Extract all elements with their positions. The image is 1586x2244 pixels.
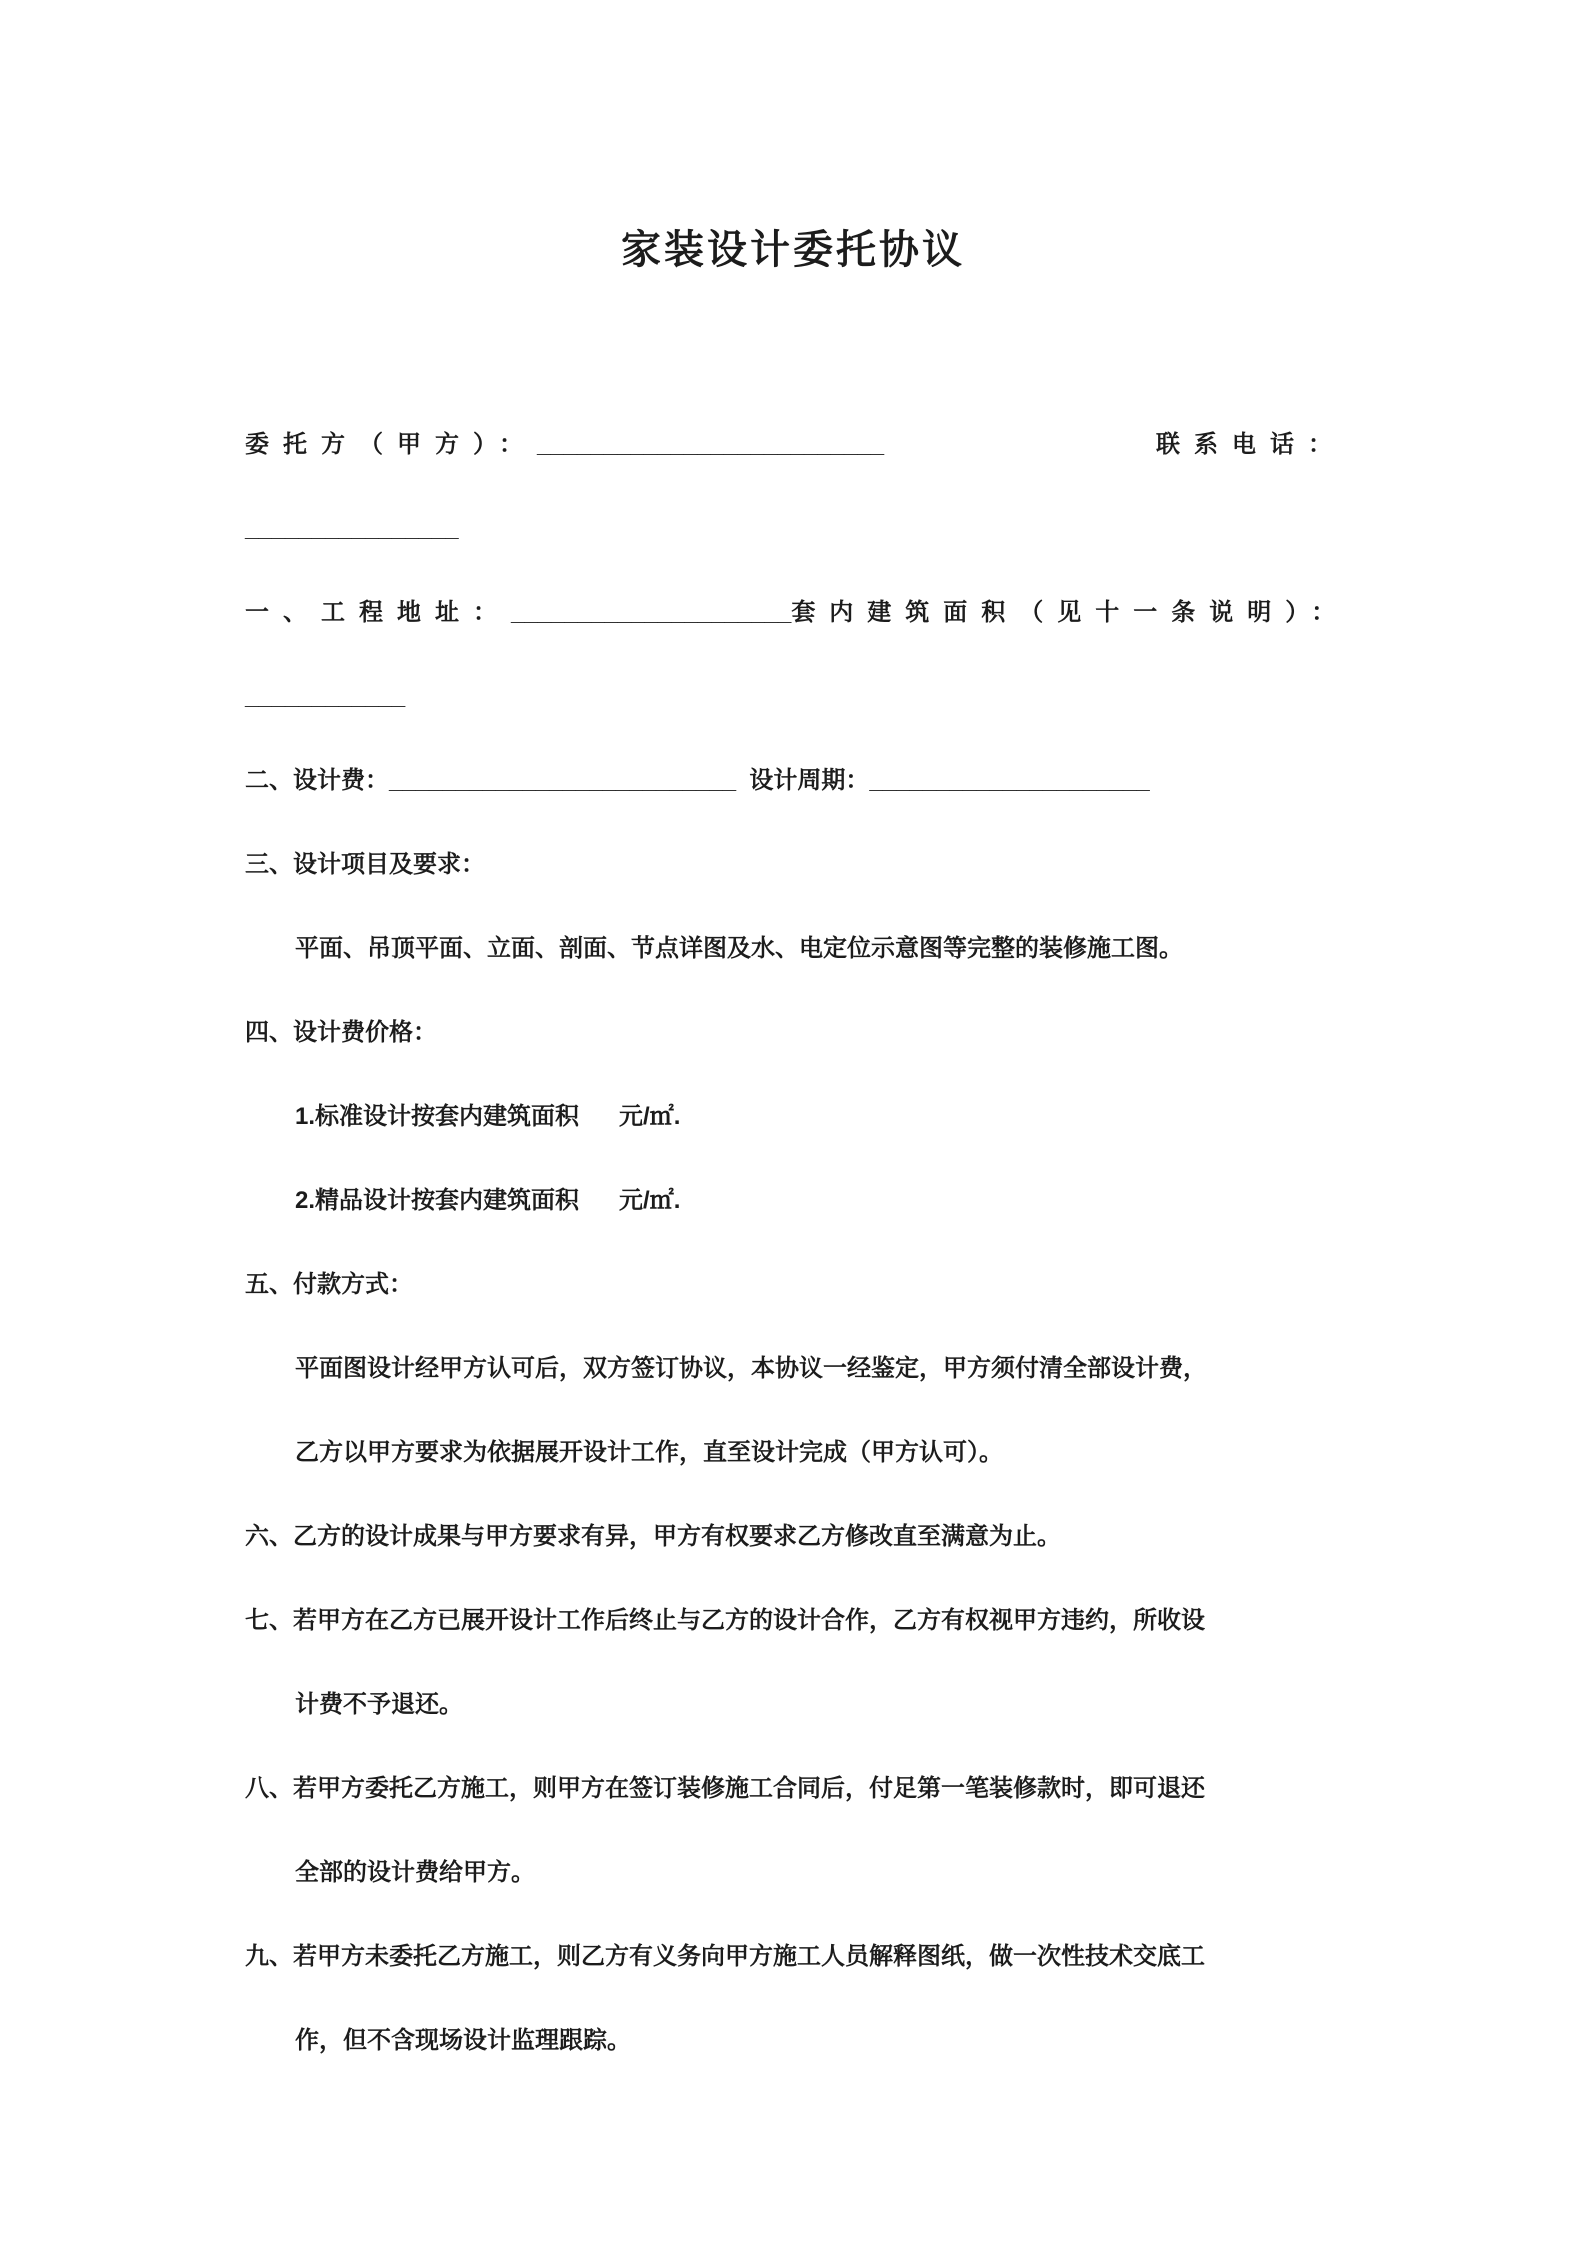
blank-line: __________________________ (537, 431, 885, 458)
document-body (245, 403, 1350, 2083)
field-label: 套内建筑面积（见十一条说明）： (791, 599, 1350, 626)
document-line: 乙方以甲方要求为依据展开设计工作，直至设计完成（甲方认可）。 (295, 1439, 1003, 1466)
document-line: 五、付款方式： (245, 1271, 413, 1298)
field-label: 委托方（甲方）： (245, 431, 537, 458)
document-title: 家装设计委托协议 (621, 228, 965, 272)
document-line: 作，但不含现场设计监理跟踪。 (295, 2027, 631, 2054)
document-line: 三、设计项目及要求： (245, 851, 485, 878)
document-line: 计费不予退还。 (295, 1691, 463, 1718)
blank-line: _____________________ (511, 599, 792, 626)
document-line: 七、若甲方在乙方已展开设计工作后终止与乙方的设计合作，乙方有权视甲方违约，所收设 (245, 1607, 1205, 1634)
field-label: 一、工程地址： (245, 599, 511, 626)
document-line: 2.精品设计按套内建筑面积 元/㎡. (295, 1187, 681, 1214)
document-line: 九、若甲方未委托乙方施工，则乙方有义务向甲方施工人员解释图纸，做一次性技术交底工 (245, 1943, 1205, 1970)
document-line (245, 403, 1346, 487)
document-line: 六、乙方的设计成果与甲方要求有异，甲方有权要求乙方修改直至满意为止。 (245, 1523, 1061, 1550)
document-line: 平面图设计经甲方认可后，双方签订协议，本协议一经鉴定，甲方须付清全部设计费， (295, 1355, 1207, 1382)
document-line: ________________ (245, 515, 459, 542)
document-line: 四、设计费价格： (245, 1019, 437, 1046)
document-line: 全部的设计费给甲方。 (295, 1859, 535, 1886)
document-line (245, 571, 1350, 655)
document-line: ____________ (245, 683, 406, 710)
document-line: 二、设计费：__________________________ 设计周期：_____________________ (245, 767, 1150, 794)
document-line: 1.标准设计按套内建筑面积 元/㎡. (295, 1103, 681, 1130)
field-label: 联系电话： (1156, 431, 1346, 458)
document-line: 八、若甲方委托乙方施工，则甲方在签订装修施工合同后，付足第一笔装修款时，即可退还 (245, 1775, 1205, 1802)
document-line: 平面、吊顶平面、立面、剖面、节点详图及水、电定位示意图等完整的装修施工图。 (295, 935, 1183, 962)
